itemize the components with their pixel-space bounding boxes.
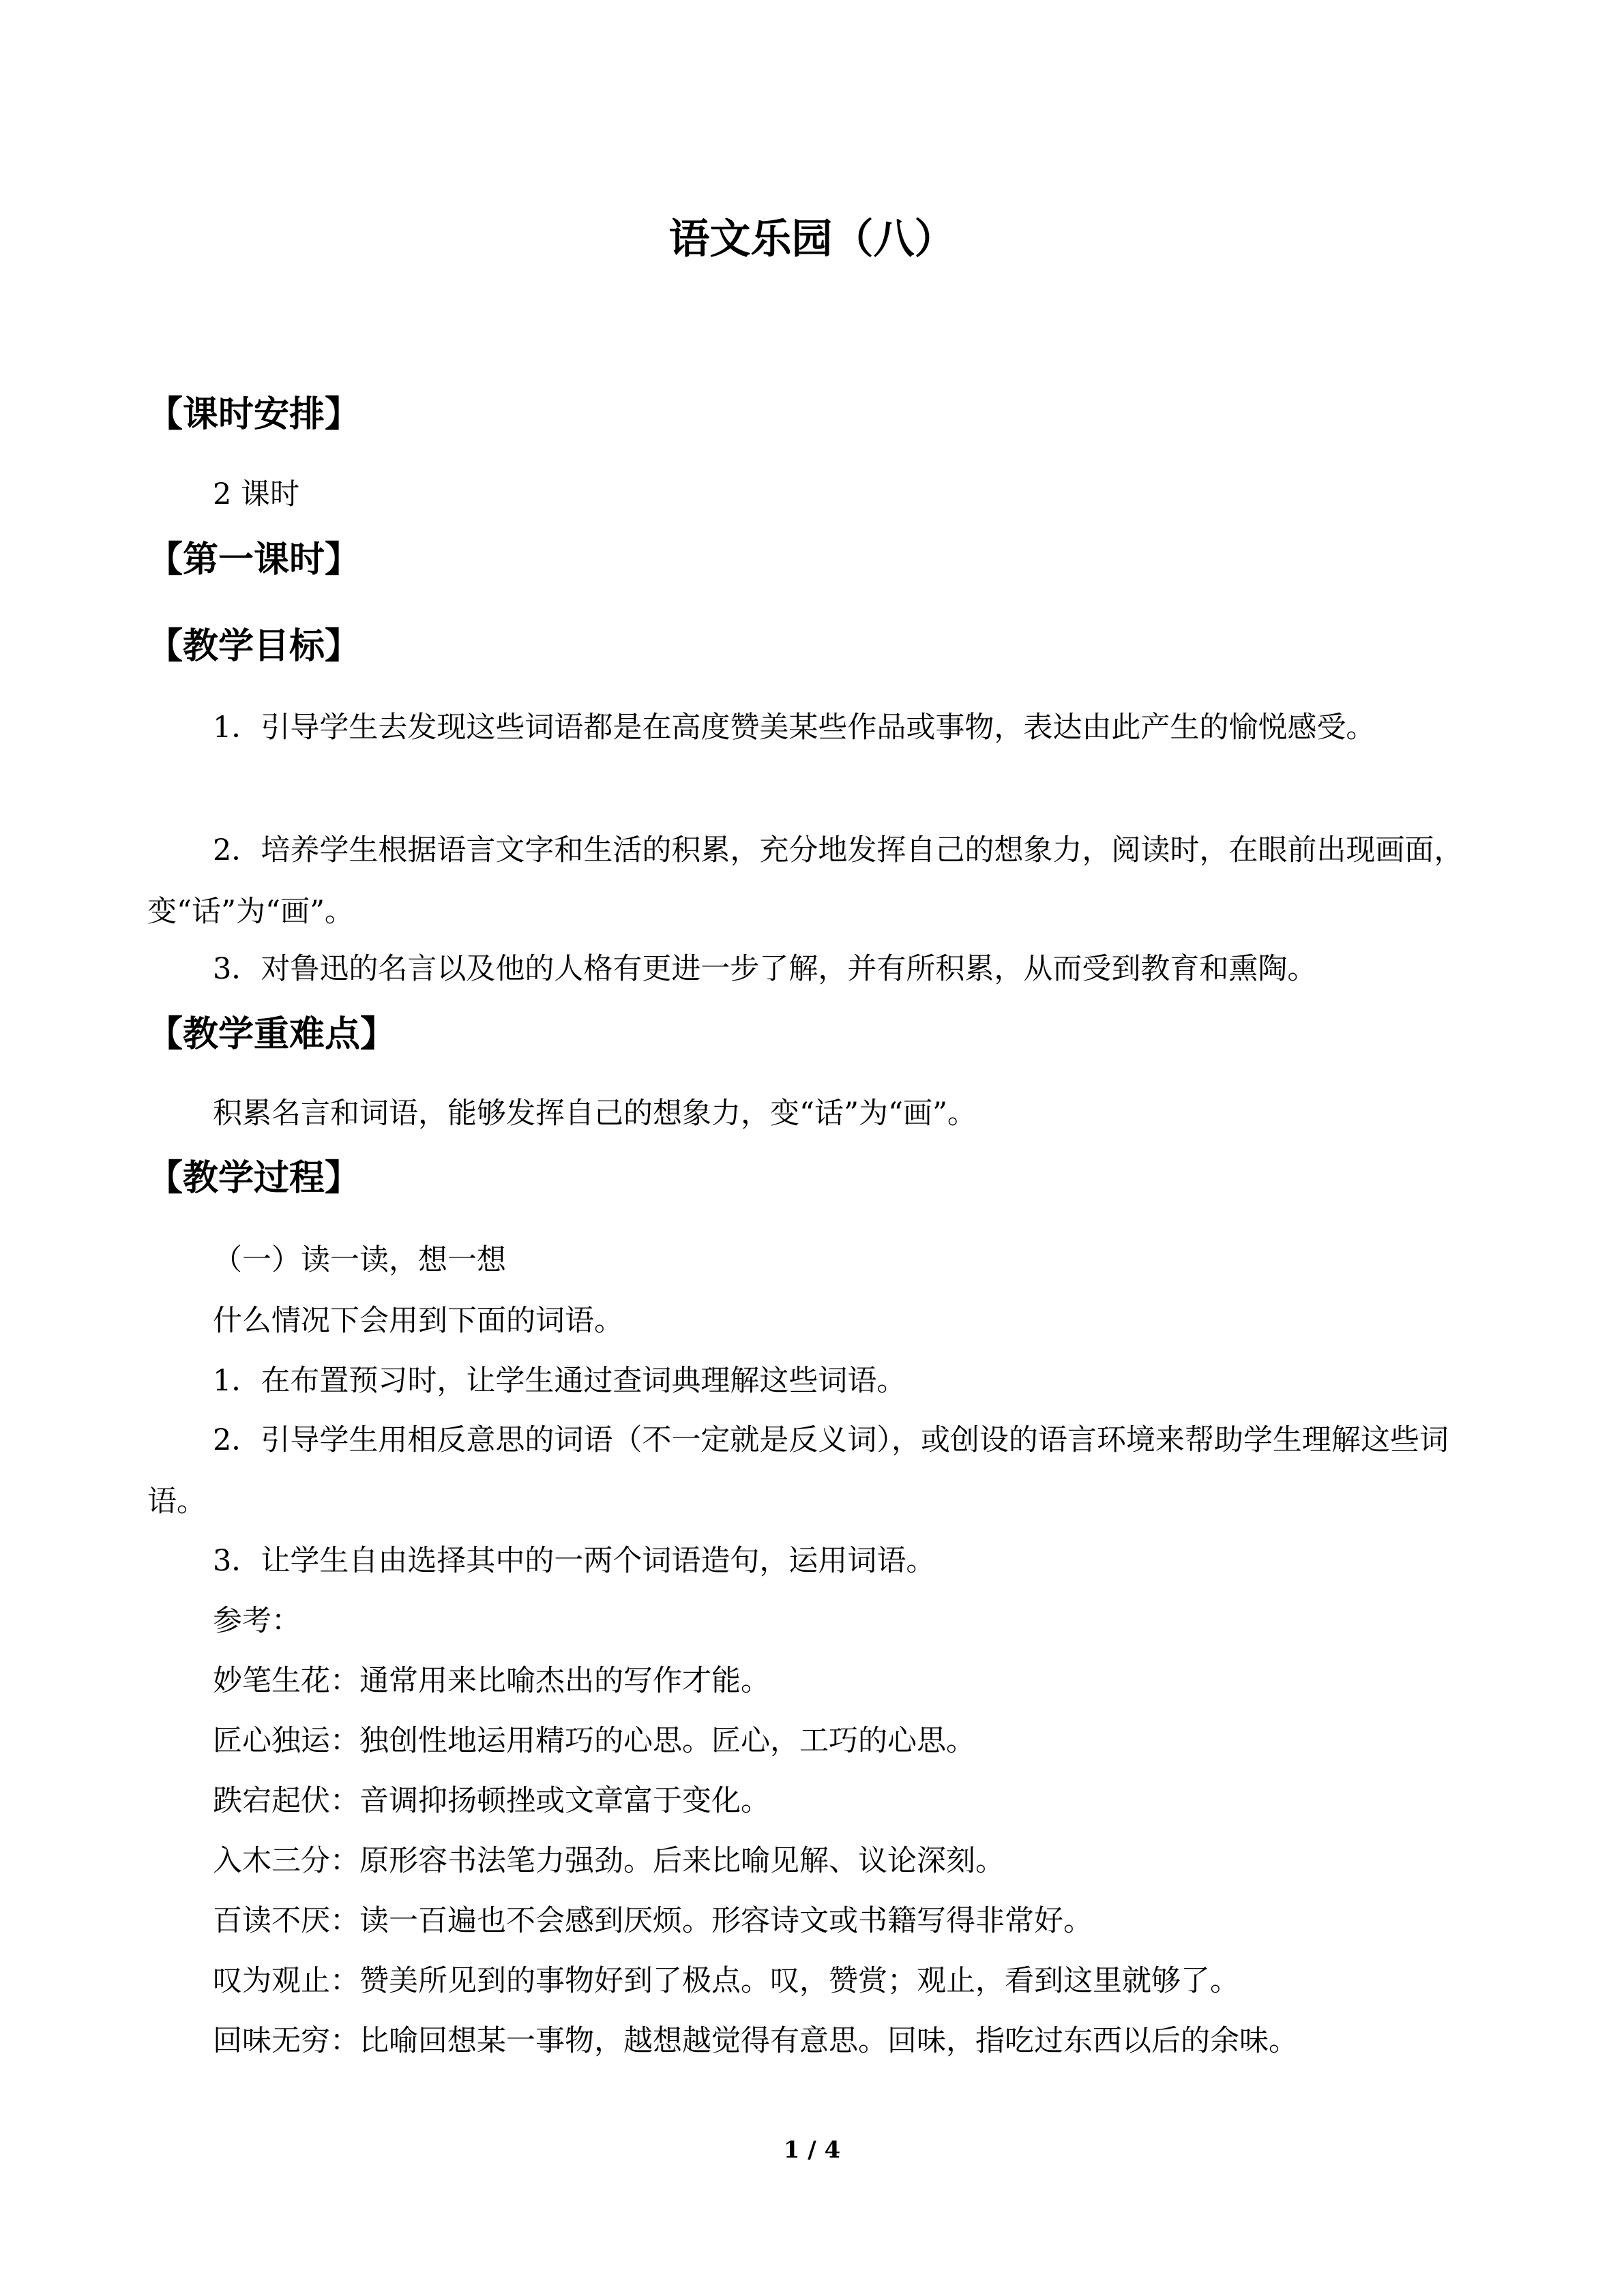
page-title: 语文乐园（八） [668, 215, 956, 263]
vocab-line-2: 匠心独运：独创性地运用精巧的心思。匠心，工巧的心思。 [213, 1724, 975, 1758]
vocab-line-1: 妙笔生花：通常用来比喻杰出的写作才能。 [213, 1664, 770, 1698]
goal-item-3: 3．对鲁迅的名言以及他的人格有更进一步了解，并有所积累，从而受到教育和熏陶。 [213, 952, 1317, 986]
process-line-3: 1．在布置预习时，让学生通过查词典理解这些词语。 [213, 1364, 906, 1398]
vocab-line-5: 百读不厌：读一百遍也不会感到厌烦。形容诗文或书籍写得非常好。 [213, 1904, 1093, 1938]
process-paragraph: 2．引导学生用相反意思的词语（不一定就是反义词），或创设的语言环境来帮助学生理解这些词语。 [147, 1423, 1449, 1519]
vocab-line-4: 入木三分：原形容书法笔力强劲。后来比喻见解、议论深刻。 [213, 1844, 1005, 1878]
section-heading-schedule: 【课时安排】 [147, 393, 361, 435]
vocab-line-6: 叹为观止：赞美所见到的事物好到了极点。叹，赞赏；观止，看到这里就够了。 [213, 1964, 1239, 1998]
vocab-line-3: 跌宕起伏：音调抑扬顿挫或文章富于变化。 [213, 1784, 770, 1818]
process-line-1: （一）读一读，想一想 [213, 1243, 506, 1277]
process-line-5: 参考： [213, 1604, 301, 1638]
process-line-2: 什么情况下会用到下面的词语。 [213, 1304, 623, 1338]
process-line-4: 3．让学生自由选择其中的一两个词语造句，运用词语。 [213, 1544, 936, 1578]
key-points-text: 积累名言和词语，能够发挥自己的想象力，变“话”为“画”。 [213, 1097, 977, 1131]
section-heading-lesson1: 【第一课时】 [147, 539, 361, 580]
section-heading-process: 【教学过程】 [147, 1157, 361, 1199]
page-number: 1 / 4 [783, 2136, 841, 2164]
section-heading-goals: 【教学目标】 [147, 625, 361, 667]
section-heading-key-points: 【教学重难点】 [147, 1013, 396, 1055]
goal-item-2: 2．培养学生根据语言文字和生活的积累，充分地发挥自己的想象力，阅读时，在眼前出现画面，变“话”为“画”。 [147, 833, 1464, 929]
schedule-value: 2 课时 [213, 477, 300, 511]
vocab-line-7: 回味无穷：比喻回想某一事物，越想越觉得有意思。回味，指吃过东西以后的余味。 [213, 2024, 1298, 2058]
goal-item-1: 1．引导学生去发现这些词语都是在高度赞美某些作品或事物，表达由此产生的愉悦感受。 [213, 711, 1376, 745]
